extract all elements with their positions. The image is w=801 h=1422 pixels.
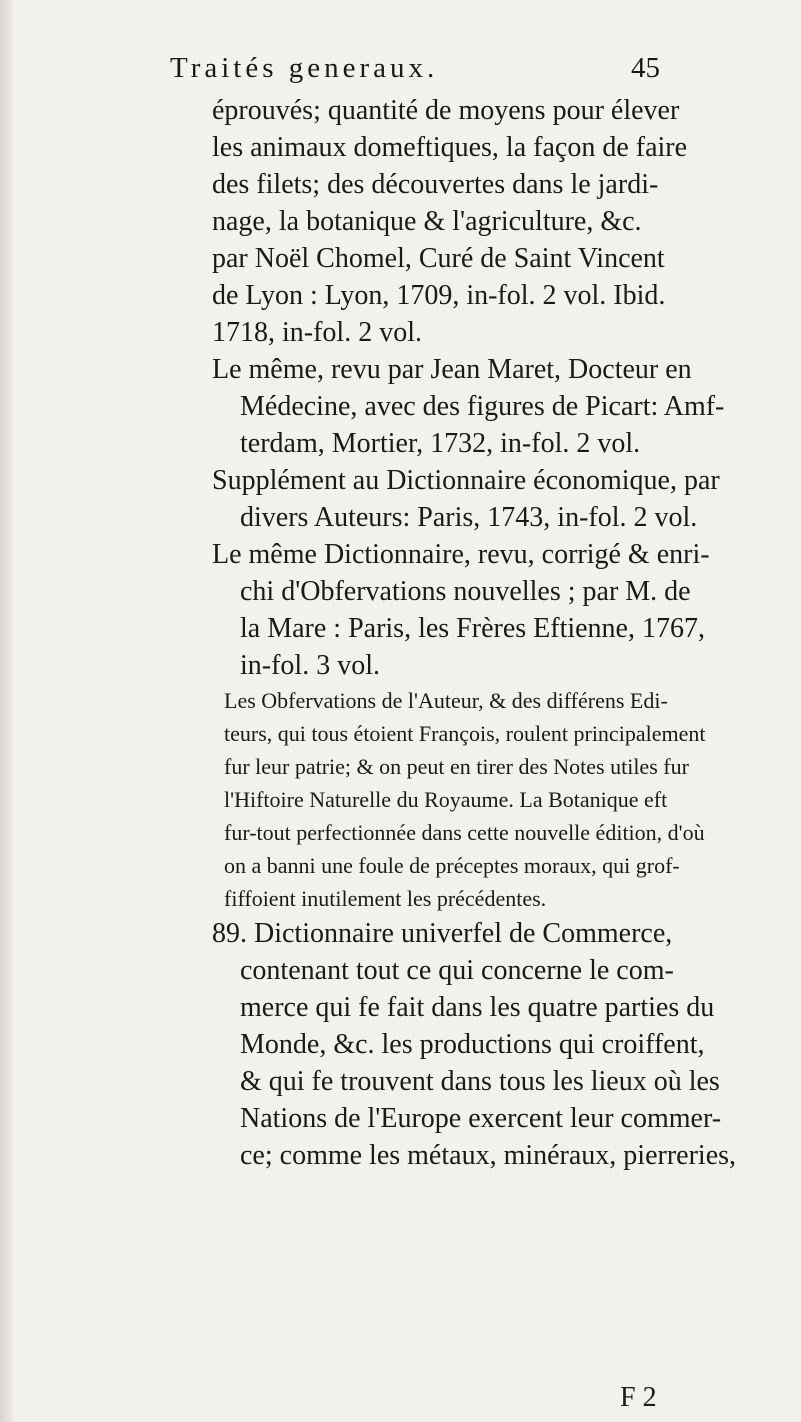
text-line: Le même Dictionnaire, revu, corrigé & enri- <box>212 539 710 570</box>
entry-block <box>212 92 712 351</box>
entry-block <box>212 351 725 462</box>
entry-block <box>212 536 712 684</box>
text-line: fur leur patrie; & on peut en tirer des Notes utiles fur <box>224 754 689 779</box>
text-line: Nations de l'Europe exercent leur commer- <box>240 1103 722 1134</box>
entry-block <box>224 684 712 915</box>
text-line: in-fol. 3 vol. <box>240 650 380 681</box>
text-line: l'Hiftoire Naturelle du Royaume. La Botanique eft <box>224 787 668 812</box>
entry-block <box>212 915 737 1174</box>
text-line: de Lyon : Lyon, 1709, in-fol. 2 vol. Ibid. <box>212 280 666 311</box>
text-line: merce qui fe fait dans les quatre parties du <box>240 992 715 1023</box>
text-line: 89. Dictionnaire univerfel de Commerce, <box>212 918 673 949</box>
text-line: divers Auteurs: Paris, 1743, in-fol. 2 vol. <box>240 502 698 533</box>
text-line: contenant tout ce qui concerne le com- <box>240 955 674 986</box>
text-line: nage, la botanique & l'agriculture, &c. <box>212 206 642 237</box>
page-number: 45 <box>631 52 660 84</box>
text-line: fur-tout perfectionnée dans cette nouvelle édition, d'où <box>224 820 705 845</box>
text-line: les animaux domeftiques, la façon de faire <box>212 132 688 163</box>
text-line: des filets; des découvertes dans le jardi- <box>212 169 659 200</box>
text-line: Monde, &c. les productions qui croiffent, <box>240 1029 705 1060</box>
text-line: 1718, in-fol. 2 vol. <box>212 317 422 348</box>
text-line: fiffoient inutilement les précédentes. <box>224 886 547 911</box>
page-gutter-shadow <box>0 0 14 1422</box>
running-header <box>170 52 660 92</box>
running-title: Traités generaux. <box>170 52 439 84</box>
text-line: Les Obfervations de l'Auteur, & des différens Edi- <box>224 688 668 713</box>
text-line: Supplément au Dictionnaire économique, par <box>212 465 720 496</box>
text-line: & qui fe trouvent dans tous les lieux où les <box>240 1066 720 1097</box>
text-line: Médecine, avec des figures de Picart: Amf- <box>240 391 725 422</box>
text-line: teurs, qui tous étoient François, roulent principalement <box>224 721 706 746</box>
text-line: terdam, Mortier, 1732, in-fol. 2 vol. <box>240 428 641 459</box>
text-line: éprouvés; quantité de moyens pour élever <box>212 95 680 126</box>
text-line: chi d'Obfervations nouvelles ; par M. de <box>240 576 691 607</box>
signature-mark: F 2 <box>620 1382 657 1413</box>
text-line: on a banni une foule de préceptes moraux, qui grof- <box>224 853 680 878</box>
text-line: Le même, revu par Jean Maret, Docteur en <box>212 354 692 385</box>
text-line: par Noël Chomel, Curé de Saint Vincent <box>212 243 665 274</box>
text-line: ce; comme les métaux, minéraux, pierreries, <box>240 1140 737 1171</box>
entry-block <box>212 462 720 536</box>
page-text <box>212 92 737 1174</box>
text-line: la Mare : Paris, les Frères Eftienne, 1767, <box>240 613 705 644</box>
